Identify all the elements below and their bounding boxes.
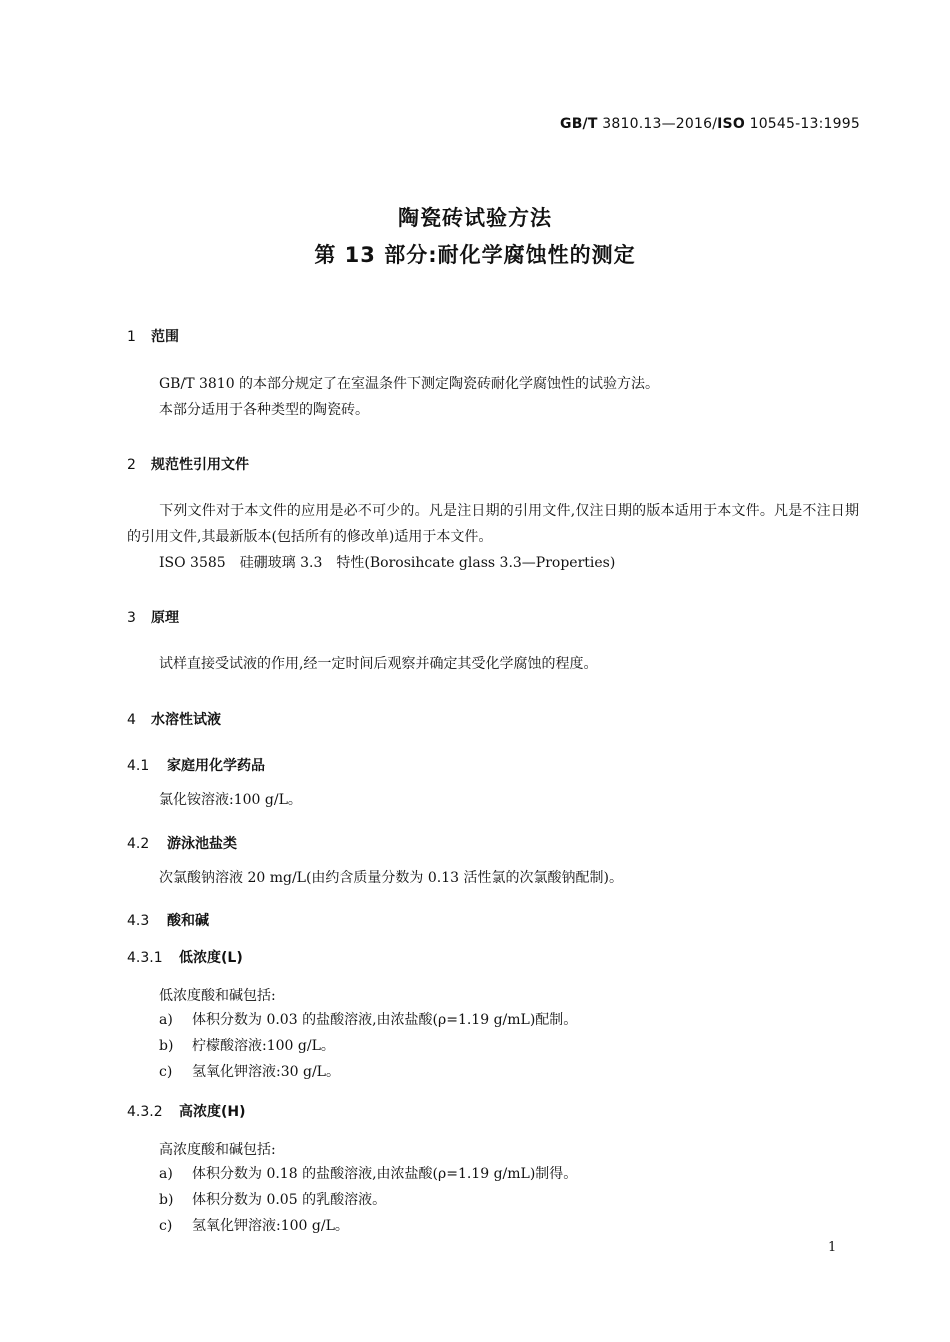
section-title: 低浓度(L) — [179, 950, 243, 966]
standard-code-number: 3810.13—2016/ — [597, 116, 718, 132]
list-item — [159, 1059, 340, 1085]
normative-reference — [159, 550, 615, 576]
section-4-1-heading — [127, 755, 265, 775]
section-title: 规范性引用文件 — [151, 457, 249, 473]
list-item-letter: c) — [159, 1064, 173, 1080]
list-item-letter: b) — [159, 1192, 174, 1208]
section-number: 2 — [127, 457, 136, 473]
section-4-heading — [127, 709, 221, 729]
section-number: 4.3 — [127, 913, 150, 929]
section-number: 1 — [127, 329, 136, 345]
section-2-heading — [127, 454, 249, 474]
reference-title: 硅硼玻璃 3.3 特性(Borosihcate glass 3.3—Properties) — [239, 555, 616, 571]
section-number: 4.2 — [127, 836, 150, 852]
list-item — [159, 1007, 577, 1033]
section-4-3-2-heading — [127, 1101, 246, 1121]
list-item-letter: a) — [159, 1166, 173, 1182]
list-item — [159, 1213, 349, 1239]
standard-code-iso: ISO — [717, 116, 745, 132]
list-item — [159, 1033, 335, 1059]
section-1-paragraph-1: GB/T 3810 的本部分规定了在室温条件下测定陶瓷砖耐化学腐蚀性的试验方法。 — [159, 376, 660, 392]
list-item-text: 体积分数为 0.05 的乳酸溶液。 — [192, 1192, 387, 1208]
reference-code: ISO 3585 — [159, 555, 226, 571]
section-3-paragraph-1: 试样直接受试液的作用,经一定时间后观察并确定其受化学腐蚀的程度。 — [159, 656, 598, 672]
page-number: 1 — [828, 1240, 837, 1255]
section-2-paragraph-text: 下列文件对于本文件的应用是必不可少的。凡是注日期的引用文件,仅注日期的版本适用于本文件。凡是不注日期的引用文件,其最新版本(包括所有的修改单)适用于本文件。 — [127, 503, 859, 545]
section-3-heading — [127, 607, 179, 627]
list-item — [159, 1187, 386, 1213]
section-number: 4.1 — [127, 758, 150, 774]
section-4-3-1-intro: 低浓度酸和碱包括: — [159, 988, 276, 1004]
document-subtitle: 第 13 部分:耐化学腐蚀性的测定 — [314, 243, 636, 267]
section-number: 3 — [127, 610, 136, 626]
section-title: 酸和碱 — [167, 913, 209, 929]
section-4-2-paragraph: 次氯酸钠溶液 20 mg/L(由约含质量分数为 0.13 活性氯的次氯酸钠配制)。 — [159, 870, 623, 886]
section-number: 4 — [127, 712, 136, 728]
section-4-1-paragraph: 氯化铵溶液:100 g/L。 — [159, 792, 302, 808]
list-item-letter: b) — [159, 1038, 174, 1054]
section-title: 高浓度(H) — [179, 1104, 246, 1120]
list-item-text: 柠檬酸溶液:100 g/L。 — [192, 1038, 335, 1054]
list-item-text: 氢氧化钾溶液:100 g/L。 — [192, 1218, 349, 1234]
section-4-3-2-intro: 高浓度酸和碱包括: — [159, 1142, 276, 1158]
section-4-2-heading — [127, 833, 237, 853]
list-item-letter: c) — [159, 1218, 173, 1234]
section-1-paragraph-2: 本部分适用于各种类型的陶瓷砖。 — [159, 402, 369, 418]
section-title: 水溶性试液 — [151, 712, 221, 728]
list-item-text: 体积分数为 0.03 的盐酸溶液,由浓盐酸(ρ=1.19 g/mL)配制。 — [192, 1012, 578, 1028]
standard-code-iso-number: 10545-13:1995 — [744, 116, 860, 132]
standard-code — [560, 116, 860, 132]
list-item-text: 氢氧化钾溶液:30 g/L。 — [192, 1064, 340, 1080]
list-item-text: 体积分数为 0.18 的盐酸溶液,由浓盐酸(ρ=1.19 g/mL)制得。 — [192, 1166, 578, 1182]
document-title: 陶瓷砖试验方法 — [398, 206, 552, 230]
section-title: 游泳池盐类 — [167, 836, 237, 852]
section-2-paragraph-1 — [127, 498, 859, 550]
section-1-heading — [127, 326, 179, 346]
section-4-3-heading — [127, 910, 209, 930]
list-item — [159, 1161, 577, 1187]
section-title: 范围 — [151, 329, 179, 345]
section-title: 家庭用化学药品 — [167, 758, 265, 774]
section-title: 原理 — [151, 610, 179, 626]
section-number: 4.3.2 — [127, 1104, 163, 1120]
standard-code-gb: GB/T — [560, 116, 598, 132]
section-number: 4.3.1 — [127, 950, 163, 966]
section-4-3-1-heading — [127, 947, 243, 967]
list-item-letter: a) — [159, 1012, 173, 1028]
